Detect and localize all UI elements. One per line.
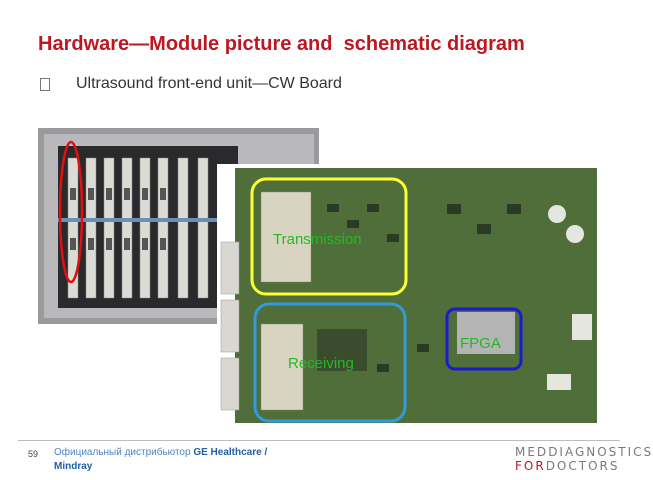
footer-divider bbox=[18, 440, 620, 441]
logo-line2-a: FOR bbox=[515, 459, 546, 473]
footer-text bbox=[54, 446, 294, 474]
logo-line2-b: DOCTORS bbox=[545, 459, 620, 473]
fpga-label: FPGA bbox=[460, 335, 501, 352]
footer-prefix: Официальный дистрибьютор bbox=[54, 447, 194, 458]
meddiagnostics-logo bbox=[515, 445, 653, 473]
bullet-item bbox=[40, 75, 342, 93]
receiving-label: Receiving bbox=[288, 355, 354, 372]
logo-line1-a: MED bbox=[515, 445, 549, 459]
slide-title: Hardware—Module picture and schematic diagram bbox=[38, 33, 525, 55]
bullet-icon bbox=[40, 78, 50, 91]
bullet-text: Ultrasound front-end unit—CW Board bbox=[76, 75, 342, 92]
transmission-label: Transmission bbox=[273, 231, 362, 248]
page-number: 59 bbox=[28, 449, 39, 459]
cw-board-photo bbox=[217, 164, 600, 426]
footer-brand: GE Healthcare / Mindray bbox=[54, 447, 268, 472]
logo-line1-b: DIAGNOSTICS bbox=[548, 445, 653, 459]
